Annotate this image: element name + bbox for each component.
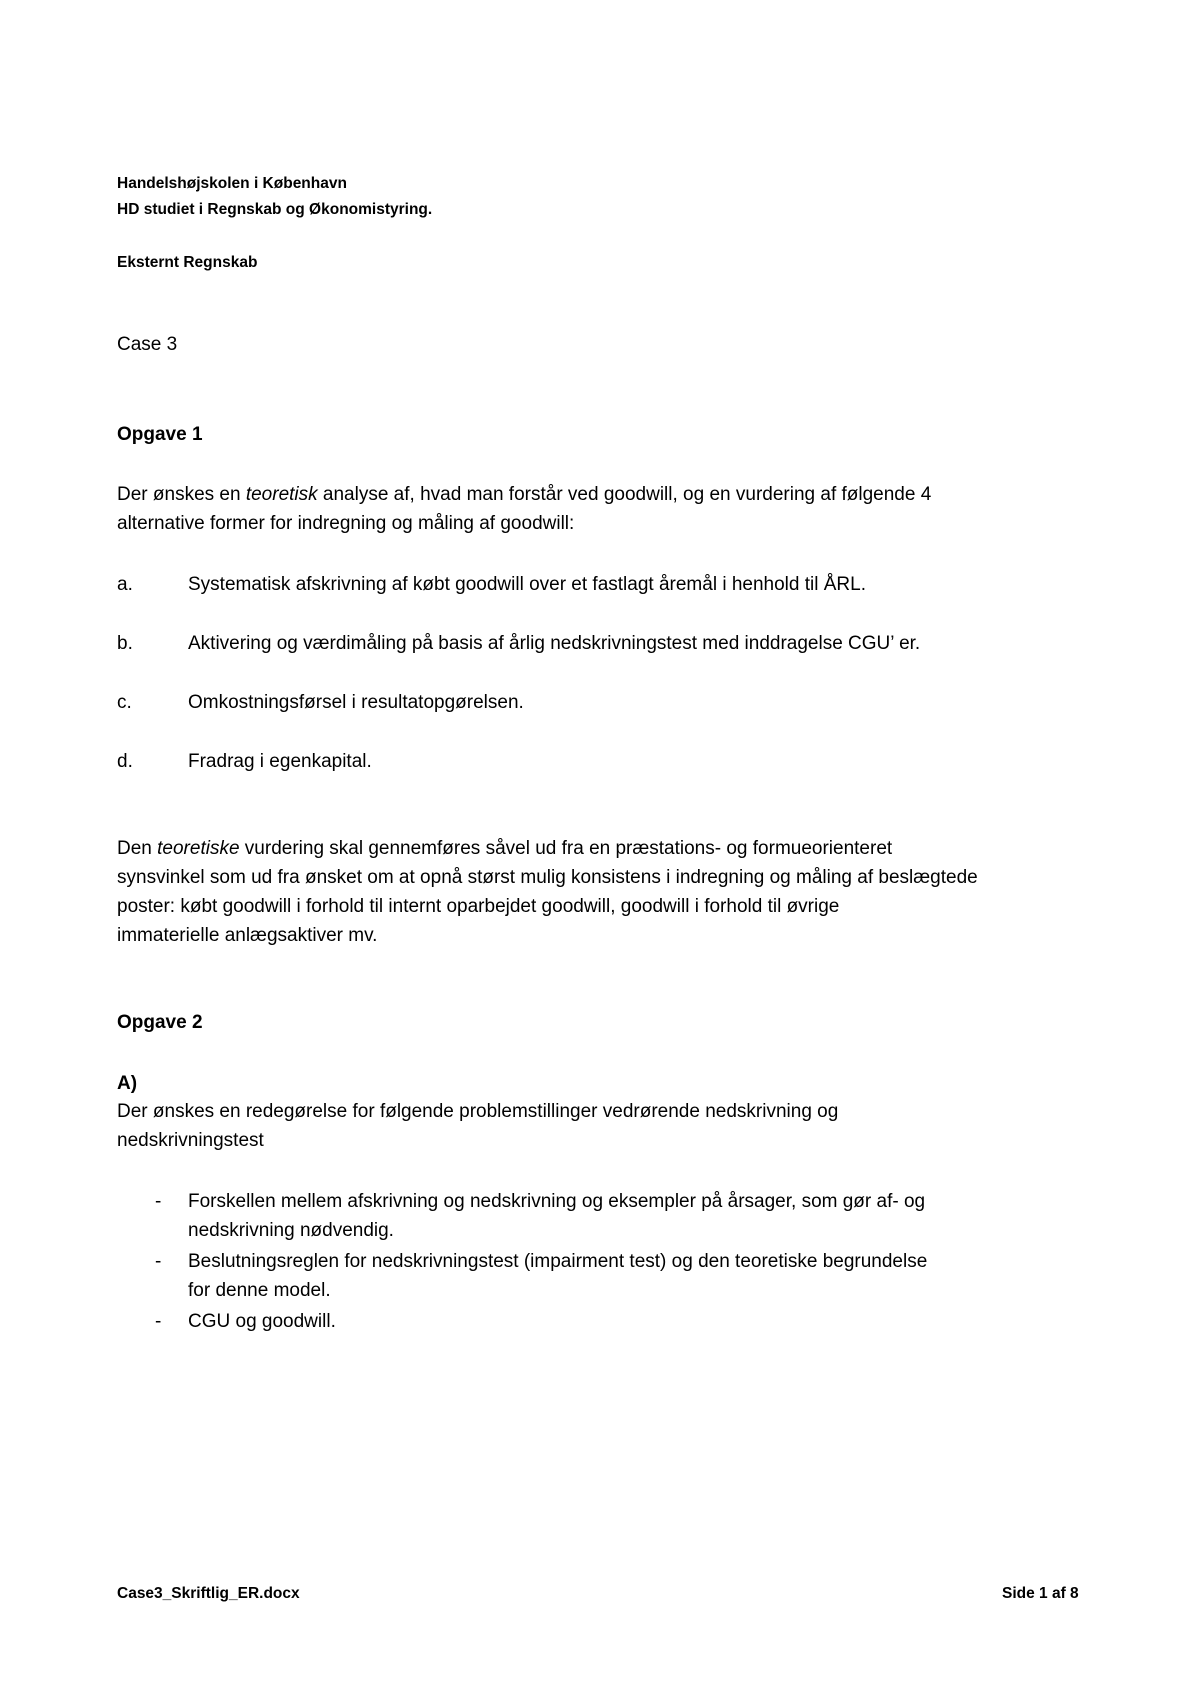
emphasis-teoretisk: teoretisk: [245, 484, 318, 505]
list-item-d: Fradrag i egenkapital.: [188, 751, 372, 772]
opgave1-intro: Der ønskes en teoretisk analyse af, hvad man forstår ved goodwill, og en vurdering af følgende 4 alternative former for indregning og måling af goodwill:: [117, 484, 932, 534]
list-marker-d: d.: [117, 751, 133, 772]
bullet-marker-3: -: [155, 1311, 162, 1332]
program-name: HD studiet i Regnskab og Økonomistyring.: [117, 201, 433, 218]
bullet-item-2: Beslutningsreglen for nedskrivningstest (impairment test) og den teoretiske begrundelse for denne model.: [188, 1251, 928, 1301]
opgave2-heading: Opgave 2: [117, 1012, 203, 1033]
list-marker-c: c.: [117, 692, 132, 713]
case-title: Case 3: [117, 334, 178, 355]
bullet-item-1: Forskellen mellem afskrivning og nedskrivning og eksempler på årsager, som gør af- og nedskrivning nødvendig.: [188, 1191, 926, 1241]
list-marker-b: b.: [117, 633, 133, 654]
bullet-marker-1: -: [155, 1191, 162, 1212]
school-name: Handelshøjskolen i København: [117, 175, 347, 192]
subject-name: Eksternt Regnskab: [117, 254, 258, 271]
opgave2-subheading: A): [117, 1073, 138, 1094]
list-item-c: Omkostningsførsel i resultatopgørelsen.: [188, 692, 524, 713]
footer-filename: Case3_Skriftlig_ER.docx: [117, 1585, 300, 1602]
opgave1-paragraph: Den teoretiske vurdering skal gennemføres såvel ud fra en præstations- og formueorienteret synsvinkel som ud fra ønsket om at opnå størst mulig konsistens i indregning og måling af beslægtede poster: købt goodwill i forhold til internt oparbejdet goodwill, goodwill i forhold til øvrige immaterielle anlægsaktiver mv.: [117, 838, 978, 946]
footer-page-number: Side 1 af 8: [1002, 1585, 1079, 1602]
bullet-marker-2: -: [155, 1251, 162, 1272]
list-item-b: Aktivering og værdimåling på basis af årlig nedskrivningstest med inddragelse CGU’ er.: [188, 633, 921, 654]
bullet-item-3: CGU og goodwill.: [188, 1311, 336, 1332]
opgave2-intro: Der ønskes en redegørelse for følgende problemstillinger vedrørende nedskrivning og nedskrivningstest: [117, 1101, 839, 1151]
list-item-a: Systematisk afskrivning af købt goodwill over et fastlagt åremål i henhold til ÅRL.: [188, 574, 866, 595]
emphasis-teoretiske: teoretiske: [157, 838, 240, 859]
opgave1-heading: Opgave 1: [117, 424, 203, 445]
list-marker-a: a.: [117, 574, 133, 595]
